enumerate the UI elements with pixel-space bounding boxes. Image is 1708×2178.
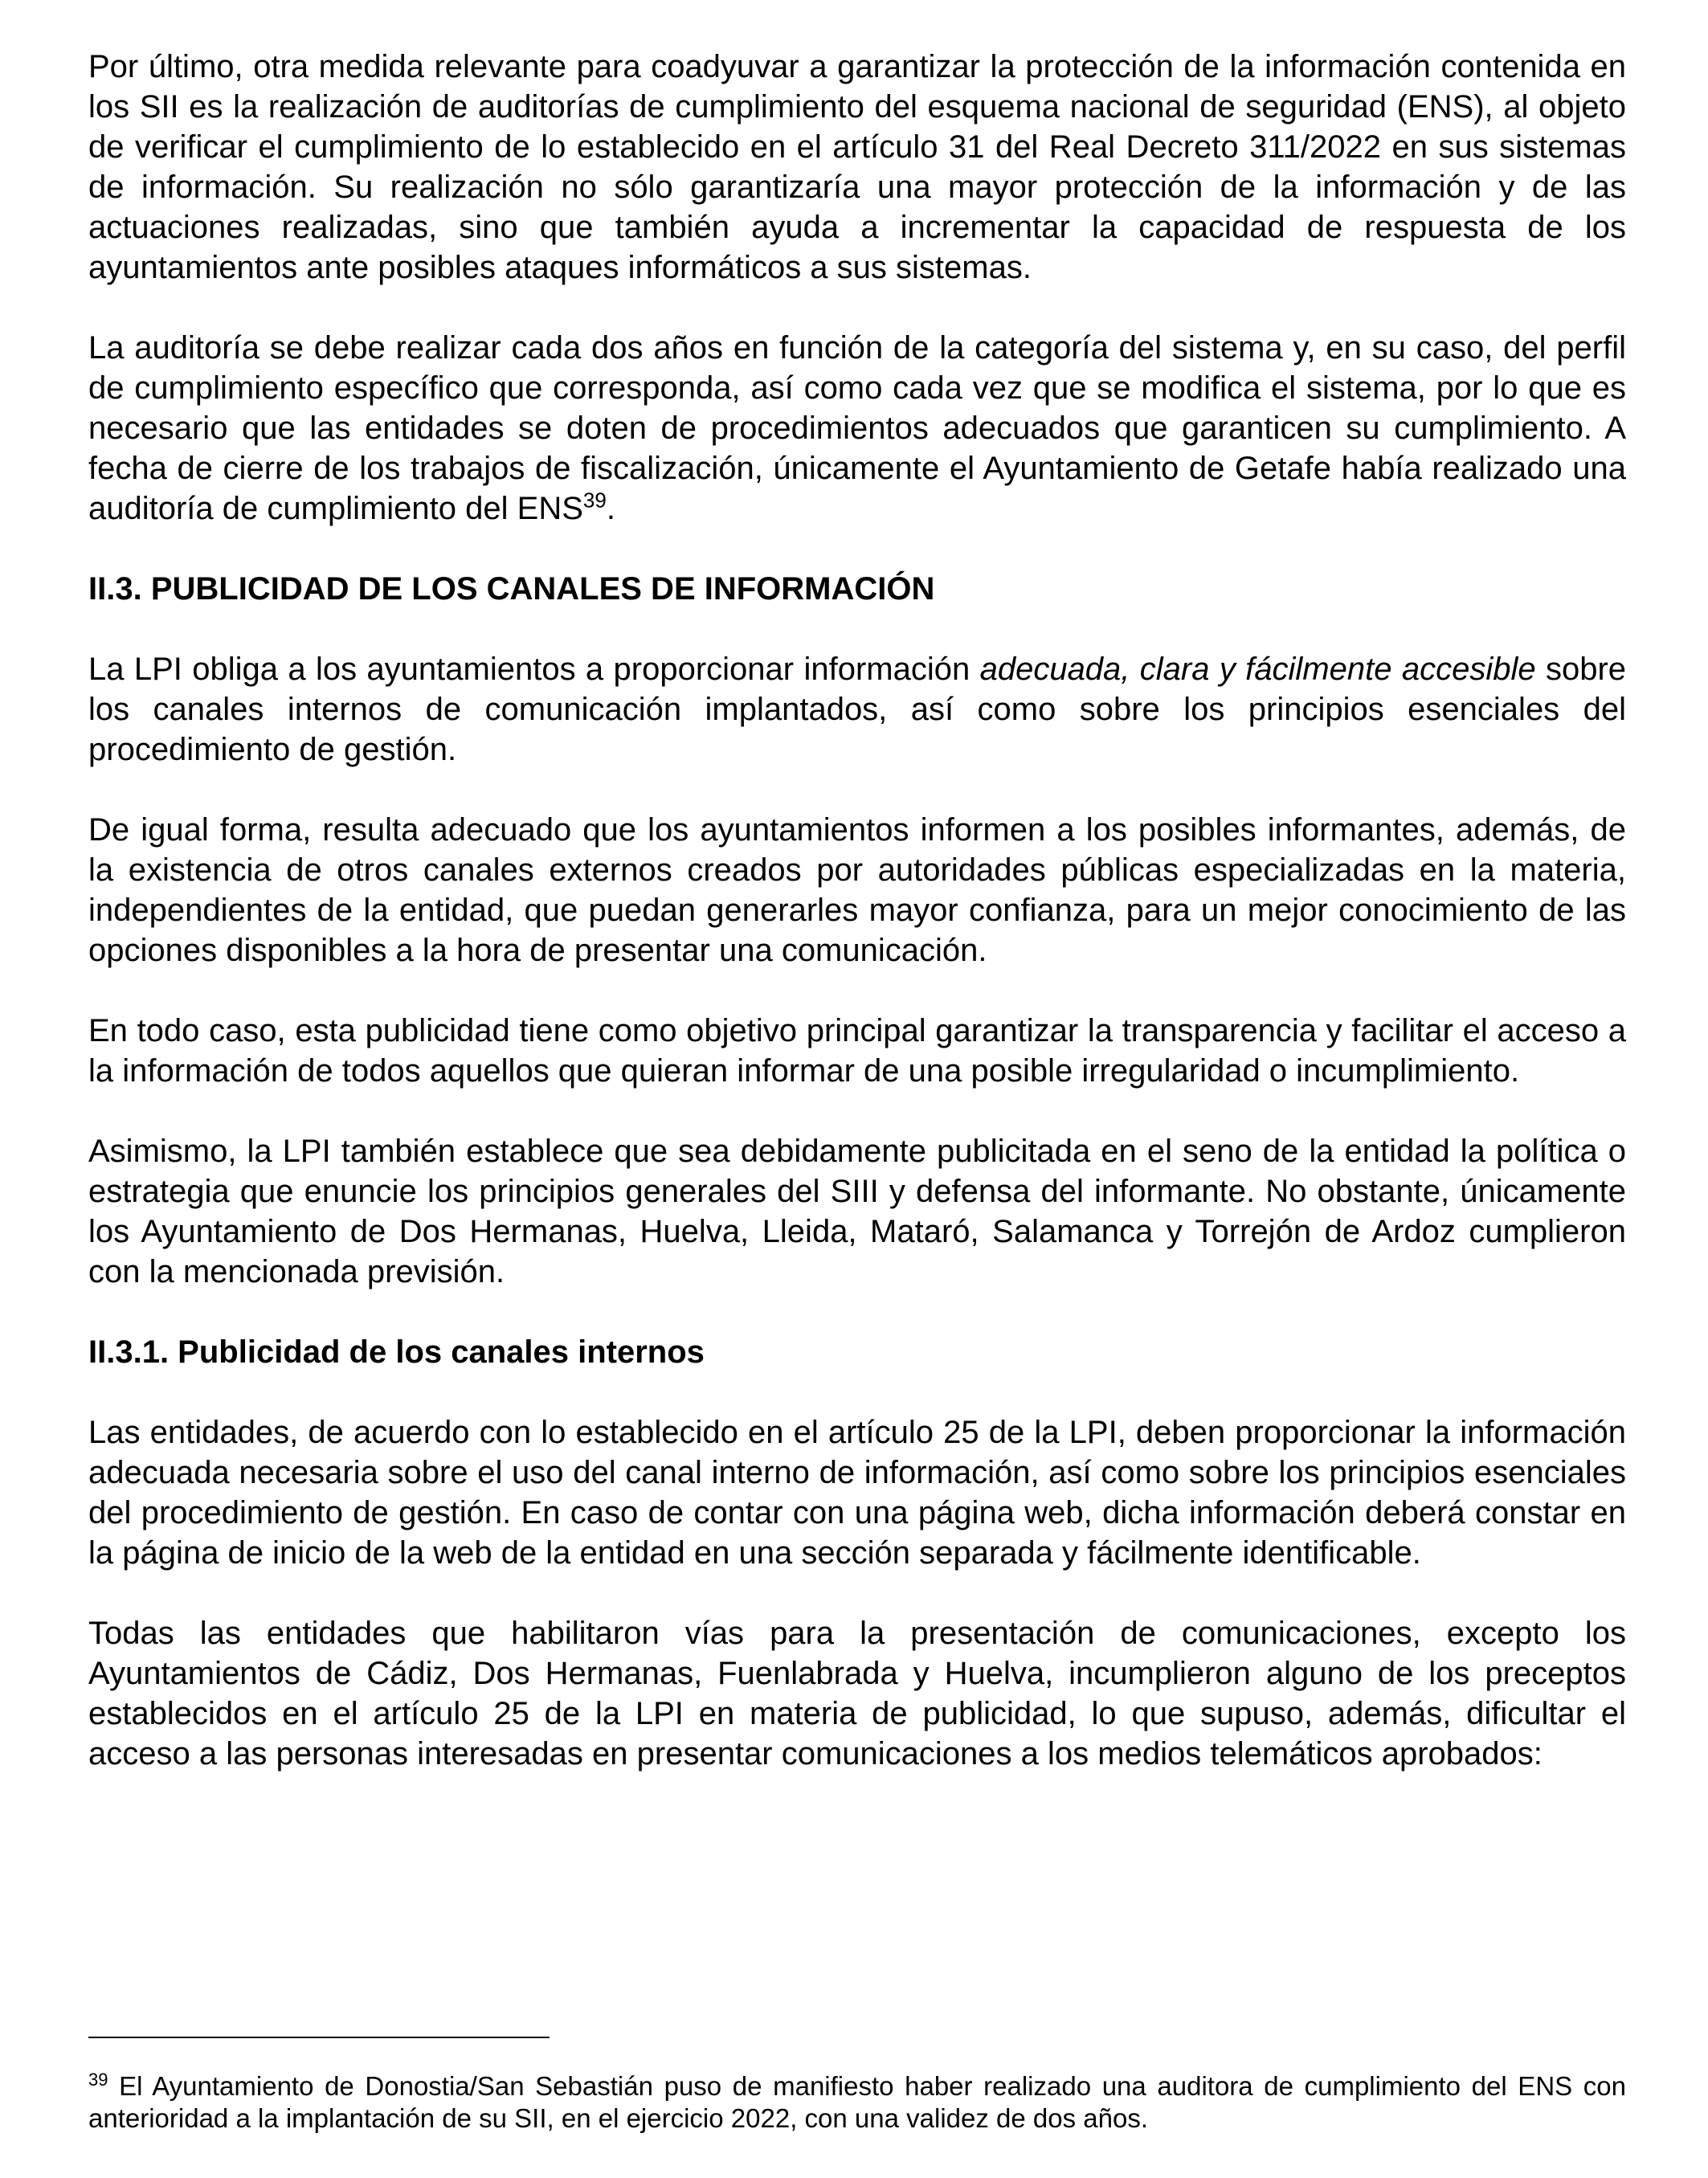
paragraph-lpi-obligation [88,649,1626,770]
footnote-separator [88,2037,550,2038]
paragraph-policy-publication: Asimismo, la LPI también establece que sea debidamente publicitada en el seno de la entidad la política o estrategia que enuncie los principios generales del SIII y defensa del informante. No obstante, únicamente los Ayuntamiento de Dos Hermanas, Huelva, Lleida, Mataró, Salamanca y Torrejón de Ardoz cumplieron con la mencionada previsión. [88,1134,1626,1289]
footnote-39 [88,2070,1626,2135]
paragraph-transparency-objective: En todo caso, esta publicidad tiene como objetivo principal garantizar la transparencia y facilitar el acceso a la información de todos aquellos que quieran informar de una posible irregularidad o incumplimiento. [88,1013,1626,1089]
paragraph-audit-frequency-text: La auditoría se debe realizar cada dos años en función de la categoría del sistema y, en su caso, del perfil de cumplimiento específico que corresponda, así como cada vez que se modifica el sistema, por lo que es necesario que las entidades se doten de procedimientos adecuados que garanticen su cumplimiento. A fecha de cierre de los trabajos de fiscalización, únicamente el Ayuntamiento de Getafe había realizado una auditoría de cumplimiento del ENS [88,330,1626,526]
paragraph-lpi-obligation-italic: adecuada, clara y fácilmente accesible [979,652,1536,687]
footnote-number: 39 [88,2070,108,2090]
paragraph-audit-frequency [88,328,1626,529]
paragraph-external-channels: De igual forma, resulta adecuado que los ayuntamientos informen a los posibles informantes, además, de la existencia de otros canales externos creados por autoridades públicas especializadas en la materia, independientes de la entidad, que puedan generarles mayor confianza, para un mejor conocimiento de las opciones disponibles a la hora de presentar una comunicación. [88,812,1626,968]
paragraph-audit-frequency-end: . [606,491,615,526]
paragraph-lpi-obligation-end: sobre los canales internos de comunicación implantados, así como sobre los principios esenciales del procedimiento de gestión. [88,652,1627,767]
footnote-reference-39[interactable]: 39 [582,488,607,513]
paragraph-article-25: Las entidades, de acuerdo con lo establecido en el artículo 25 de la LPI, deben proporcionar la información adecuada necesaria sobre el uso del canal interno de información, así como sobre los principios esenciales del procedimiento de gestión. En caso de contar con una página web, dicha información deberá constar en la página de inicio de la web de la entidad en una sección separada y fácilmente identificable. [88,1415,1626,1571]
paragraph-noncompliance: Todas las entidades que habilitaron vías para la presentación de comunicaciones, excepto los Ayuntamientos de Cádiz, Dos Hermanas, Fuenlabrada y Huelva, incumplieron alguno de los preceptos establecidos en el artículo 25 de la LPI en materia de publicidad, lo que supuso, además, dificultar el acceso a las personas interesadas en presentar comunicaciones a los medios telemáticos aprobados: [88,1616,1626,1771]
footnote-text: El Ayuntamiento de Donostia/San Sebastián puso de manifiesto haber realizado una auditora de cumplimiento del ENS con anterioridad a la implantación de su SII, en el ejercicio 2022, con una validez de dos años. [88,2071,1626,2133]
section-heading-publicidad-canales: II.3. PUBLICIDAD DE LOS CANALES DE INFORMACIÓN [88,571,935,607]
paragraph-lpi-obligation-start: La LPI obliga a los ayuntamientos a proporcionar información [88,652,980,687]
document-body [88,47,1626,1774]
paragraph-ens-audit-measure: Por último, otra medida relevante para coadyuvar a garantizar la protección de la información contenida en los SII es la realización de auditorías de cumplimiento del esquema nacional de seguridad (ENS), al objeto de verificar el cumplimiento de lo establecido en el artículo 31 del Real Decreto 311/2022 en sus sistemas de información. Su realización no sólo garantizaría una mayor protección de la información y de las actuaciones realizadas, sino que también ayuda a incrementar la capacidad de respuesta de los ayuntamientos ante posibles ataques informáticos a sus sistemas. [88,49,1626,285]
subsection-heading-canales-internos: II.3.1. Publicidad de los canales internos [88,1334,705,1370]
